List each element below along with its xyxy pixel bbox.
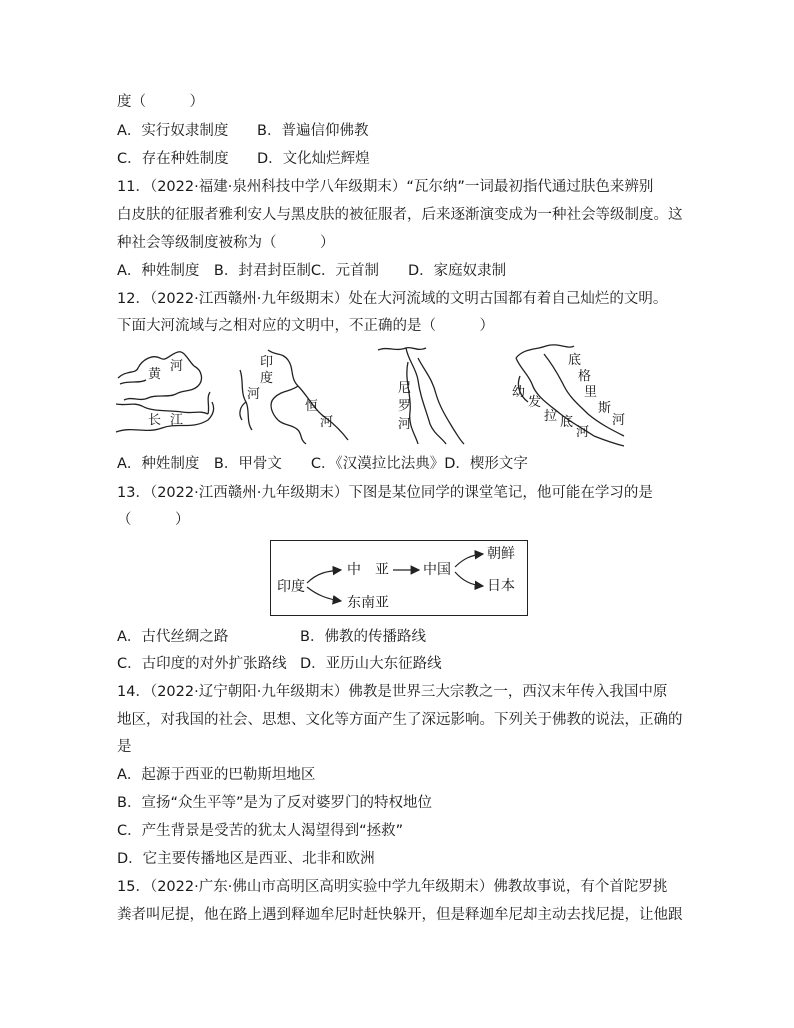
node-china: 中国 xyxy=(423,562,451,578)
q12-stem-line2: 下面大河流域与之相对应的文明中，不正确的是（ ） xyxy=(117,318,494,334)
map2-label-he1: 河 xyxy=(247,387,261,402)
map4-label-you: 幼 xyxy=(512,385,526,400)
map1-label-jiang: 江 xyxy=(170,413,184,428)
map2-label-yin: 印 xyxy=(260,355,274,370)
map1-label-he: 河 xyxy=(170,359,184,374)
map2-label-he2: 河 xyxy=(320,415,334,430)
map3-label-ni: 尼 xyxy=(398,381,412,396)
node-japan: 日本 xyxy=(487,578,515,594)
node-southeast-asia: 东南亚 xyxy=(347,595,389,611)
map1-label-chang: 长 xyxy=(148,413,162,428)
arrow-india-central-asia xyxy=(307,570,341,583)
q13-option-d: D．亚历山大东征路线 xyxy=(300,656,442,672)
river-maps xyxy=(112,340,672,450)
q14-option-a: A．起源于西亚的巴勒斯坦地区 xyxy=(117,767,316,783)
buddhism-spread-diagram xyxy=(270,540,528,616)
map4-label-la: 拉 xyxy=(544,409,558,424)
map4-label-di2: 底 xyxy=(560,415,574,430)
q14-option-d: D．它主要传播地区是西亚、北非和欧洲 xyxy=(117,851,375,867)
q14-stem-line3: 是 xyxy=(117,739,132,755)
map4-label-fa: 发 xyxy=(528,395,542,410)
map2-label-heng: 恒 xyxy=(305,399,319,414)
q12-stem-line1: 12．（2022·江西赣州·九年级期末）处在大河流域的文明古国都有着自己灿烂的文明。 xyxy=(117,291,668,307)
map1-label-huang: 黄 xyxy=(148,367,162,382)
map4-label-si: 斯 xyxy=(598,401,612,416)
node-central-asia: 中 亚 xyxy=(347,562,389,578)
map4-label-ge: 格 xyxy=(578,369,592,384)
q10-option-b: B．普遍信仰佛教 xyxy=(257,123,369,139)
map-yellow-yangtze xyxy=(116,352,214,432)
map4-label-he2: 河 xyxy=(576,425,590,440)
q15-stem-line1: 15．（2022·广东·佛山市高明区高明实验中学九年级期末）佛教故事说，有个首陀罗挑 xyxy=(117,879,668,895)
map2-label-du: 度 xyxy=(260,371,274,386)
q10-option-c: C．存在种姓制度 xyxy=(117,151,229,167)
q14-stem-line1: 14．（2022·辽宁朝阳·九年级期末）佛教是世界三大宗教之一，西汉末年传入我国中原 xyxy=(117,684,668,700)
arrow-china-japan xyxy=(455,572,483,586)
q10-option-d: D．文化灿烂辉煌 xyxy=(257,151,370,167)
arrow-india-southeast-asia xyxy=(307,587,341,601)
q14-option-c: C．产生背景是受苦的犹太人渴望得到“拯救” xyxy=(117,823,404,839)
map-nile xyxy=(378,348,464,444)
q14-option-b: B．宣扬“众生平等”是为了反对婆罗门的特权地位 xyxy=(117,795,432,811)
q12-options: A．种姓制度 B．甲骨文 C．《汉漠拉比法典》D．楔形文字 xyxy=(117,456,528,472)
q11-stem-line1: 11．（2022·福建·泉州科技中学八年级期末）“瓦尔纳”一词最初指代通过肤色来辨别 xyxy=(117,179,654,195)
map4-label-he1: 河 xyxy=(612,413,626,428)
q15-stem-line2: 粪者叫尼提，他在路上遇到释迦牟尼时赶快躲开，但是释迦牟尼却主动去找尼提，让他跟 xyxy=(117,907,683,923)
q13-option-a: A．古代丝绸之路 xyxy=(117,629,229,645)
q13-stem-line2: （ ） xyxy=(117,512,190,528)
q10-stem-tail: 度（ ） xyxy=(117,94,204,110)
arrow-china-korea xyxy=(455,554,483,567)
map3-label-he: 河 xyxy=(398,417,412,432)
q14-stem-line2: 地区，对我国的社会、思想、文化等方面产生了深远影响。下列关于佛教的说法，正确的 xyxy=(117,712,683,728)
node-korea: 朝鲜 xyxy=(487,546,515,562)
map4-label-li: 里 xyxy=(584,385,598,400)
q11-options: A．种姓制度 B．封君封臣制C．元首制 D．家庭奴隶制 xyxy=(117,263,507,279)
map3-label-luo: 罗 xyxy=(398,399,412,414)
map4-label-di: 底 xyxy=(568,353,582,368)
node-india: 印度 xyxy=(277,579,305,595)
q13-option-c: C．古印度的对外扩张路线 xyxy=(117,656,287,672)
q11-stem-line3: 种社会等级制度被称为（ ） xyxy=(117,235,335,251)
q10-option-a: A．实行奴隶制度 xyxy=(117,123,229,139)
q13-option-b: B．佛教的传播路线 xyxy=(300,629,426,645)
q13-stem-line1: 13．（2022·江西赣州·九年级期末）下图是某位同学的课堂笔记，他可能在学习的是 xyxy=(117,485,653,501)
q11-stem-line2: 白皮肤的征服者雅利安人与黑皮肤的被征服者，后来逐渐演变成为一种社会等级制度。这 xyxy=(117,207,683,223)
